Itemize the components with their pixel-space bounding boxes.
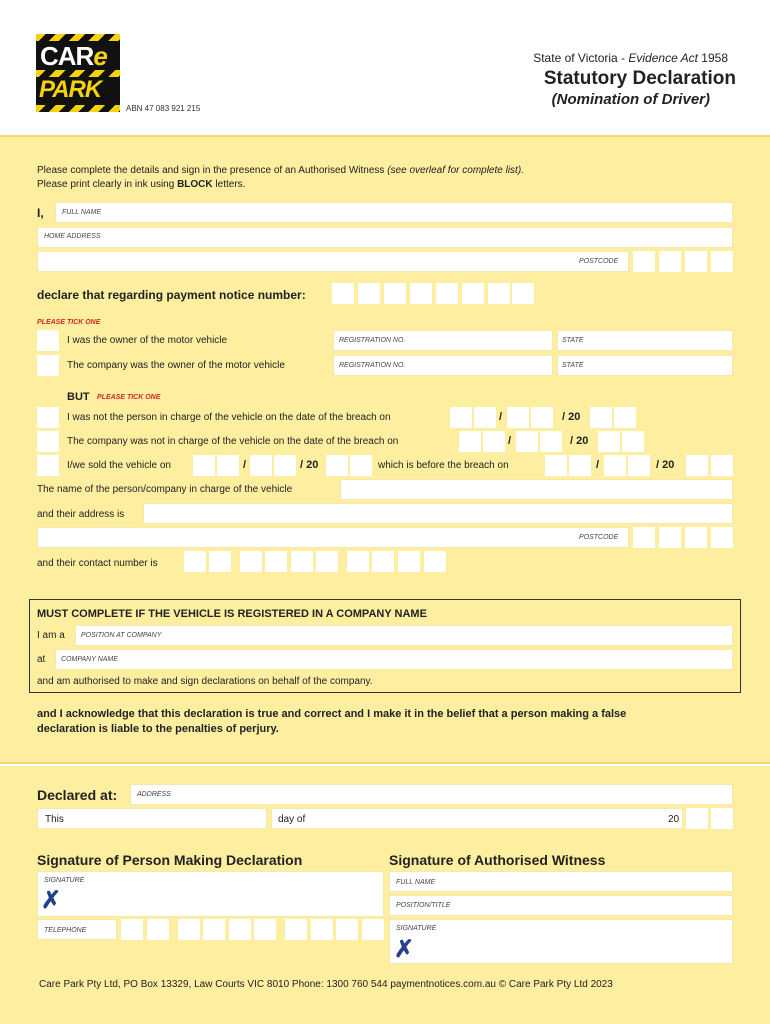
postcode-box[interactable]: [711, 527, 733, 548]
owner-checkbox[interactable]: [37, 330, 59, 351]
contact-number-box[interactable]: [316, 551, 338, 572]
day-of-field[interactable]: [271, 808, 683, 829]
witness-signature-mark-icon: ✗: [394, 936, 415, 963]
notice-number-box[interactable]: [436, 283, 458, 304]
postcode-label: POSTCODE: [579, 534, 619, 541]
company-heading: MUST COMPLETE IF THE VEHICLE IS REGISTERED IN A COMPANY NAME: [37, 608, 427, 620]
date-day-box[interactable]: [459, 431, 481, 452]
declare-label: declare that regarding payment notice number:: [37, 288, 306, 302]
state-label: STATE: [562, 337, 584, 344]
contact-number-box[interactable]: [265, 551, 287, 572]
year-prefix: 20: [668, 814, 680, 825]
state-label: STATE: [562, 362, 584, 369]
notice-number-box[interactable]: [332, 283, 354, 304]
address-label: ADDRESS: [137, 791, 171, 798]
contact-number-text: and their contact number is: [37, 558, 158, 569]
full-name-label: FULL NAME: [62, 209, 102, 216]
notice-number-box[interactable]: [410, 283, 432, 304]
date-slash: /: [508, 435, 512, 447]
date-year-prefix: / 20: [570, 435, 589, 447]
owner-text: I was the owner of the motor vehicle: [67, 335, 228, 346]
date-year-box[interactable]: [590, 407, 612, 428]
person-address-field[interactable]: [143, 503, 733, 524]
company-name-field[interactable]: [55, 649, 733, 670]
tick-one-label: PLEASE TICK ONE: [37, 319, 101, 326]
witness-signature-heading: Signature of Authorised Witness: [389, 852, 606, 868]
declared-at-label: Declared at:: [37, 787, 118, 803]
intro-line-2: Please print clearly in ink using BLOCK letters.: [37, 179, 246, 190]
notice-number-box[interactable]: [384, 283, 406, 304]
postcode-box[interactable]: [685, 527, 707, 548]
telephone-box[interactable]: [203, 919, 225, 940]
tick-one-label: PLEASE TICK ONE: [97, 394, 161, 401]
i-am-label: I am a: [37, 630, 65, 641]
footer-text: Care Park Pty Ltd, PO Box 13329, Law Courts VIC 8010 Phone: 1300 760 544 paymentnotices.com.au © Care Park Pty Ltd 2023: [39, 979, 613, 990]
contact-number-box[interactable]: [424, 551, 446, 572]
date-year-box[interactable]: [711, 455, 733, 476]
date-day-box[interactable]: [545, 455, 567, 476]
date-year-box[interactable]: [622, 431, 644, 452]
registration-label: REGISTRATION NO.: [339, 337, 406, 344]
postcode-box[interactable]: [659, 527, 681, 548]
date-day-box[interactable]: [569, 455, 591, 476]
but-label: BUT: [67, 391, 90, 403]
home-address-label: HOME ADDRESS: [44, 233, 101, 240]
contact-number-box[interactable]: [372, 551, 394, 572]
position-field[interactable]: [75, 625, 733, 646]
witness-full-name-field[interactable]: [389, 871, 733, 892]
postcode-label: POSTCODE: [579, 258, 619, 265]
notice-number-box[interactable]: [358, 283, 380, 304]
contact-number-box[interactable]: [291, 551, 313, 572]
i-label: I,: [37, 206, 44, 220]
date-month-box[interactable]: [531, 407, 553, 428]
date-month-box[interactable]: [274, 455, 296, 476]
person-address-text: and their address is: [37, 509, 125, 520]
postcode-box[interactable]: [711, 251, 733, 272]
not-person-checkbox[interactable]: [37, 407, 59, 428]
date-day-box[interactable]: [474, 407, 496, 428]
witness-full-name-label: FULL NAME: [396, 879, 436, 886]
telephone-box[interactable]: [362, 919, 384, 940]
person-signature-field[interactable]: [37, 871, 384, 917]
postcode-box[interactable]: [633, 251, 655, 272]
person-signature-heading: Signature of Person Making Declaration: [37, 852, 303, 868]
divider: [0, 762, 770, 764]
position-label: POSITION AT COMPANY: [81, 632, 162, 639]
this-day-field[interactable]: [37, 808, 267, 829]
acknowledge-line-1: and I acknowledge that this declaration is true and correct and I make it in the belief that a person making a false: [37, 708, 627, 720]
date-month-box[interactable]: [628, 455, 650, 476]
date-month-box[interactable]: [540, 431, 562, 452]
postcode-box[interactable]: [633, 527, 655, 548]
not-person-text: I was not the person in charge of the vehicle on the date of the breach on: [67, 412, 391, 423]
date-year-prefix: / 20: [300, 459, 319, 471]
before-breach-text: which is before the breach on: [378, 460, 509, 471]
date-slash: /: [499, 411, 503, 423]
year-box[interactable]: [686, 808, 708, 829]
telephone-box[interactable]: [121, 919, 143, 940]
date-month-box[interactable]: [604, 455, 626, 476]
page-title: Statutory Declaration: [543, 68, 736, 89]
date-year-box[interactable]: [598, 431, 620, 452]
person-name-text: The name of the person/company in charge of the vehicle: [37, 484, 293, 495]
date-year-box[interactable]: [686, 455, 708, 476]
care-park-logo: CARe PARK: [36, 34, 120, 112]
this-label: This: [45, 814, 64, 825]
notice-number-box[interactable]: [512, 283, 534, 304]
company-not-text: The company was not in charge of the vehicle on the date of the breach on: [67, 436, 399, 447]
sold-checkbox[interactable]: [37, 455, 59, 476]
date-day-box[interactable]: [450, 407, 472, 428]
person-address-line-2-field[interactable]: [37, 527, 629, 548]
acknowledge-line-2: declaration is liable to the penalties of perjury.: [37, 723, 279, 735]
witness-position-label: POSITION/TITLE: [396, 902, 451, 909]
date-day-box[interactable]: [483, 431, 505, 452]
signature-mark-icon: ✗: [41, 887, 62, 914]
home-address-line-2-field[interactable]: [37, 251, 629, 272]
company-name-label: COMPANY NAME: [61, 656, 118, 663]
company-owner-text: The company was the owner of the motor vehicle: [67, 360, 285, 371]
date-day-box[interactable]: [193, 455, 215, 476]
date-year-box[interactable]: [326, 455, 348, 476]
year-box[interactable]: [711, 808, 733, 829]
home-address-field[interactable]: [37, 227, 733, 248]
intro-line-1: Please complete the details and sign in the presence of an Authorised Witness (see overleaf for complete list).: [37, 165, 524, 176]
postcode-box[interactable]: [685, 251, 707, 272]
telephone-box[interactable]: [178, 919, 200, 940]
contact-number-box[interactable]: [184, 551, 206, 572]
registration-label: REGISTRATION NO.: [339, 362, 406, 369]
telephone-label: TELEPHONE: [44, 927, 87, 934]
date-month-box[interactable]: [250, 455, 272, 476]
abn-number: ABN 47 083 921 215: [126, 104, 201, 113]
telephone-box[interactable]: [229, 919, 251, 940]
witness-signature-field[interactable]: [389, 919, 733, 964]
at-label: at: [37, 654, 46, 665]
declared-address-field[interactable]: [130, 784, 733, 805]
sold-text: I/we sold the vehicle on: [67, 460, 171, 471]
date-year-prefix: / 20: [656, 459, 675, 471]
notice-number-box[interactable]: [462, 283, 484, 304]
postcode-box[interactable]: [659, 251, 681, 272]
authorised-text: and am authorised to make and sign declarations on behalf of the company.: [37, 676, 373, 687]
telephone-box[interactable]: [147, 919, 169, 940]
page-subtitle: (Nomination of Driver): [551, 91, 710, 108]
witness-signature-label: SIGNATURE: [396, 925, 437, 932]
page-header: [0, 0, 770, 135]
company-not-checkbox[interactable]: [37, 431, 59, 452]
date-year-box[interactable]: [614, 407, 636, 428]
telephone-box[interactable]: [336, 919, 358, 940]
telephone-box[interactable]: [254, 919, 276, 940]
telephone-box[interactable]: [285, 919, 307, 940]
date-month-box[interactable]: [507, 407, 529, 428]
telephone-box[interactable]: [311, 919, 333, 940]
full-name-field[interactable]: [55, 202, 733, 223]
act-reference: State of Victoria - Evidence Act 1958: [533, 51, 728, 65]
person-name-field[interactable]: [340, 479, 733, 500]
date-year-box[interactable]: [350, 455, 372, 476]
signature-label: SIGNATURE: [44, 877, 85, 884]
contact-number-box[interactable]: [240, 551, 262, 572]
contact-number-box[interactable]: [347, 551, 369, 572]
date-slash: /: [243, 459, 247, 471]
date-month-box[interactable]: [516, 431, 538, 452]
date-year-prefix: / 20: [562, 411, 581, 423]
notice-number-box[interactable]: [488, 283, 510, 304]
day-of-label: day of: [278, 814, 306, 825]
company-owner-checkbox[interactable]: [37, 355, 59, 376]
contact-number-box[interactable]: [398, 551, 420, 572]
contact-number-box[interactable]: [209, 551, 231, 572]
date-day-box[interactable]: [217, 455, 239, 476]
date-slash: /: [596, 459, 600, 471]
